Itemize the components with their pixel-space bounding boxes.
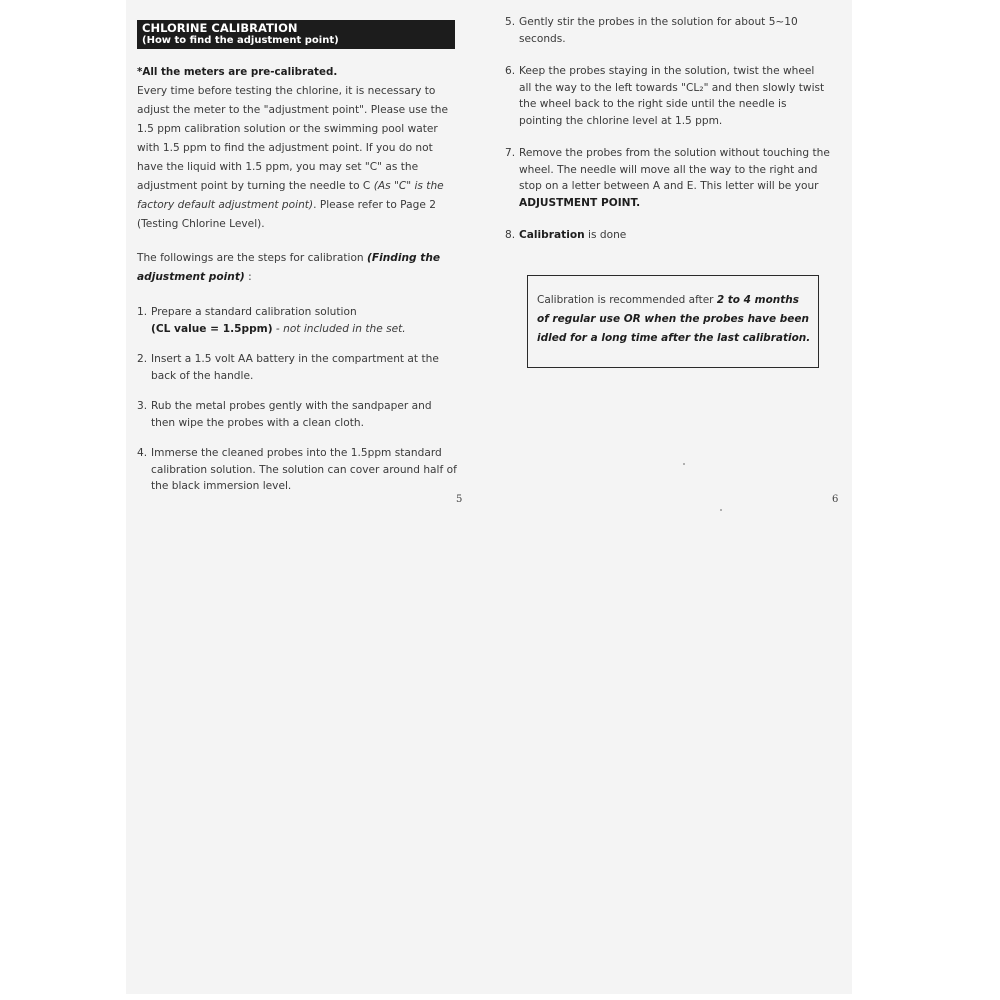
step-8-text: is done bbox=[584, 229, 627, 241]
steps-intro-sub: (Finding the adjustment point) bbox=[137, 252, 441, 283]
step-1-bold: (CL value = 1.5ppm) bbox=[151, 322, 273, 335]
step-1 bbox=[137, 304, 457, 337]
step-number: 4. bbox=[137, 447, 148, 459]
intro-text: Every time before testing the chlorine, it is necessary to adjust the meter to the "adjustment point". Please use the 1.5 ppm calibration solution or the swimming pool water with 1.5 ppm to find the adjustment point. If you do not have the liquid with 1.5 ppm, you may set "C" as the adjustment point by turning the needle to C bbox=[137, 85, 449, 192]
step-8 bbox=[505, 227, 830, 244]
page-number-right: 6 bbox=[832, 494, 839, 505]
step-text: Insert a 1.5 volt AA battery in the compartment at the back of the handle. bbox=[151, 353, 439, 382]
intro-end: . Please refer to Page 2 (Testing Chlorine Level). bbox=[137, 199, 436, 230]
step-7 bbox=[505, 145, 830, 211]
note-bold-italic: 2 to 4 months of regular use OR when the probes have been idled for a long time after the last calibration. bbox=[537, 294, 811, 344]
page-number-left: 5 bbox=[456, 494, 463, 505]
intro-body bbox=[137, 82, 457, 234]
step-6 bbox=[505, 63, 830, 129]
step-text bbox=[519, 145, 830, 211]
step-number: 1. bbox=[137, 306, 148, 318]
step-number: 6. bbox=[505, 65, 516, 77]
step-7-bold: ADJUSTMENT POINT. bbox=[519, 196, 641, 209]
section-title-bar bbox=[137, 20, 455, 49]
section-title: CHLORINE CALIBRATION bbox=[142, 21, 298, 35]
step-2 bbox=[137, 351, 457, 384]
scan-speck bbox=[683, 463, 685, 465]
step-number: 5. bbox=[505, 16, 516, 28]
step-4 bbox=[137, 445, 457, 495]
note-text: Calibration is recommended after bbox=[537, 294, 717, 306]
intro-italic: (As "C" is the factory default adjustment point) bbox=[137, 180, 444, 211]
step-text: Rub the metal probes gently with the sandpaper and then wipe the probes with a clean cloth. bbox=[151, 400, 432, 429]
step-text: Keep the probes staying in the solution, twist the wheel all the way to the left towards "CL₂" and then slowly twist the wheel back to the right side until the needle is pointing the chlorine level at 1.5 ppm. bbox=[519, 65, 825, 127]
recommendation-note-box bbox=[527, 275, 819, 368]
intro-heading: *All the meters are pre-calibrated. bbox=[137, 66, 338, 78]
step-number: 8. bbox=[505, 229, 516, 241]
step-7-text: Remove the probes from the solution without touching the wheel. The needle will move all the way to the right and stop on a letter between A and E. This letter will be your bbox=[519, 147, 830, 192]
steps-intro-text: The followings are the steps for calibration bbox=[137, 252, 364, 264]
step-3 bbox=[137, 398, 457, 431]
step-number: 3. bbox=[137, 400, 148, 412]
step-text: Immerse the cleaned probes into the 1.5ppm standard calibration solution. The solution can cover around half of the black immersion level. bbox=[151, 447, 457, 492]
section-subtitle: (How to find the adjustment point) bbox=[142, 34, 339, 46]
scan-speck bbox=[720, 509, 722, 511]
step-1-text: Prepare a standard calibration solution bbox=[151, 306, 357, 318]
intro-paragraph bbox=[137, 63, 457, 234]
right-page-content bbox=[505, 14, 830, 244]
step-text: Gently stir the probes in the solution for about 5~10 seconds. bbox=[519, 16, 798, 45]
step-text bbox=[151, 304, 457, 337]
left-page-content bbox=[137, 20, 457, 495]
step-text bbox=[519, 227, 830, 244]
step-5 bbox=[505, 14, 830, 47]
step-8-bold: Calibration bbox=[519, 229, 585, 241]
step-number: 2. bbox=[137, 353, 148, 365]
step-number: 7. bbox=[505, 147, 516, 159]
step-1-italic: - not included in the set. bbox=[272, 322, 406, 335]
steps-intro bbox=[137, 249, 457, 287]
steps-intro-colon: : bbox=[244, 271, 252, 283]
